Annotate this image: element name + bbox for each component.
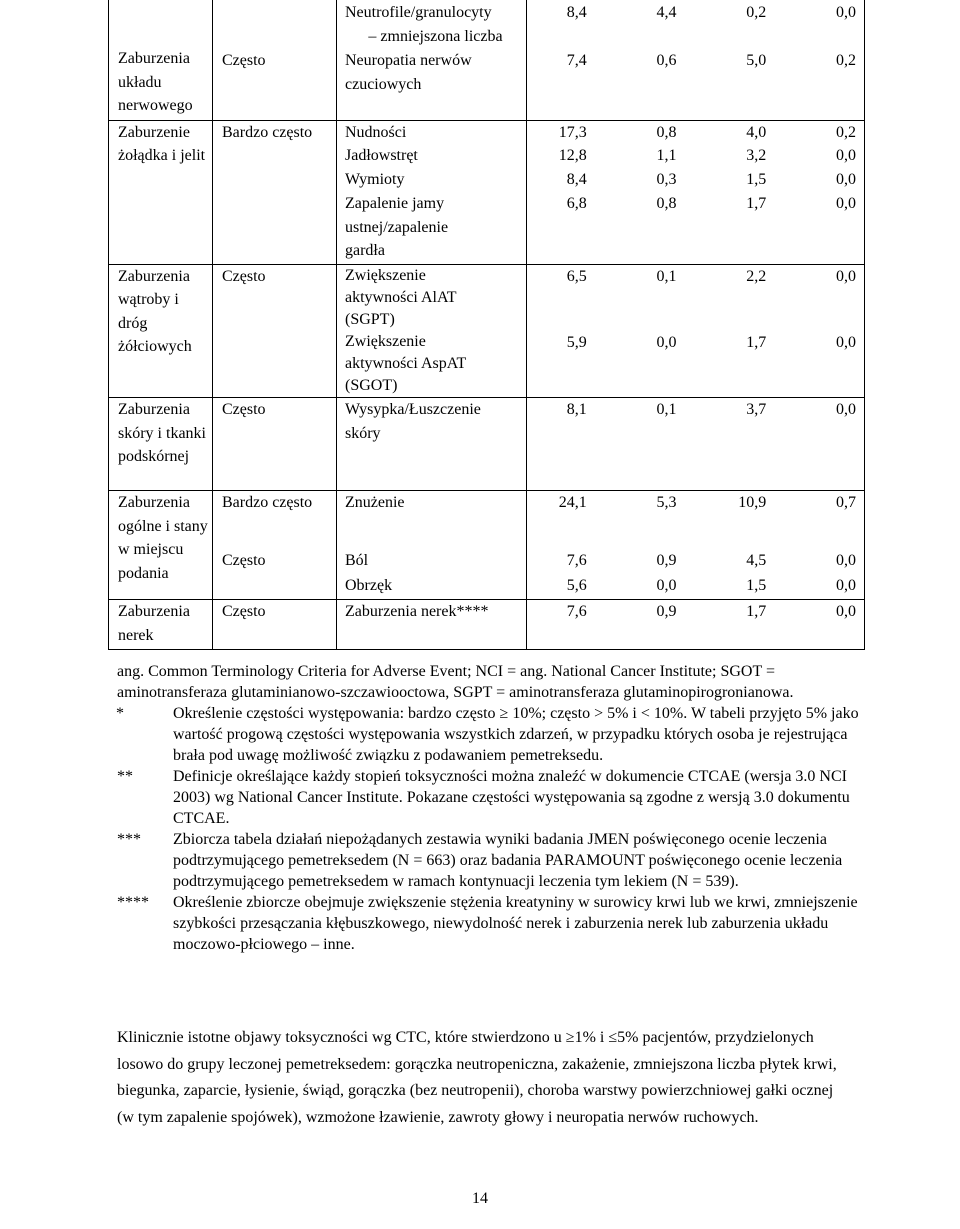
freq-label: Często <box>222 603 266 620</box>
footnote-mark: *** <box>117 831 141 848</box>
value-all-grades: 8,4 <box>566 4 587 21</box>
value-placebo: 4,4 <box>656 4 677 21</box>
value-grade34: 5,0 <box>746 52 767 69</box>
value-row <box>527 491 856 515</box>
value-grade34-placebo: 0,0 <box>836 267 856 285</box>
greater-equal-sign: ≥ <box>499 705 509 722</box>
value-row <box>527 0 856 25</box>
value-placebo: 0,1 <box>656 267 677 285</box>
value-placebo: 0,3 <box>656 171 677 188</box>
freq-label: Bardzo często <box>222 494 313 511</box>
term-label: Wysypka/Łuszczenie skóry <box>345 401 481 442</box>
freq-cell <box>213 120 337 264</box>
value-row <box>527 549 856 573</box>
value-grade34: 1,7 <box>746 603 767 620</box>
values-cell <box>527 264 865 331</box>
freq-cell <box>213 398 337 491</box>
abbrev-footnote: ang. Common Terminology Criteria for Adverse Event; NCI = ang. National Cancer Institute; SGOT = aminotransferaza glutaminianowo-szczawiooctowa, SGPT = aminotransferaza glutaminopirogronianowa. <box>117 663 794 701</box>
soc-cell-skin <box>109 398 213 491</box>
soc-cell-nervous <box>109 0 213 120</box>
value-all-grades: 8,4 <box>566 171 587 188</box>
footnotes <box>117 661 877 955</box>
soc-cell-renal <box>109 600 213 650</box>
table-row <box>109 120 865 144</box>
value-row <box>527 331 856 355</box>
values-cell <box>527 574 865 600</box>
value-row <box>527 144 856 168</box>
value-row <box>527 48 856 73</box>
value-grade34-placebo: 0,7 <box>836 494 856 511</box>
term-cell <box>337 331 527 398</box>
value-row <box>527 168 856 192</box>
footnote-text: 10%; często > 5% i < 10%. W tabeli przyjęto 5% jako wartość progową częstości występowania wszystkich zdarzeń, w przypadku których osoba je rejestrująca brała pod uwagę możliwość związku z podawaniem pemetreksedu. <box>173 705 859 764</box>
values-cell <box>527 491 865 549</box>
value-placebo: 0,6 <box>656 52 677 69</box>
freq-label: Często <box>222 267 266 285</box>
value-row <box>527 398 856 422</box>
term-label: Zwiększenie aktywności AlAT (SGPT) <box>345 266 457 328</box>
table-row <box>109 0 865 48</box>
value-all-grades: 17,3 <box>558 123 587 141</box>
term-label: Neuropatia nerwów czuciowych <box>345 52 472 93</box>
footnote-text: Zbiorcza tabela działań niepożądanych zestawia wyniki badania JMEN poświęconego ocenie leczenia podtrzymującego pemetreksedem (N = 663) oraz badania PARAMOUNT poświęconego ocenie leczenia podtrzymującego pemetreksedem w ramach kontynuacji leczenia tym lekiem (N = 539). <box>173 831 843 890</box>
term-label: Zapalenie jamy ustnej/zapalenie gardła <box>345 195 449 259</box>
footnote-1 <box>117 703 877 766</box>
value-placebo: 5,3 <box>656 494 677 511</box>
value-grade34-placebo: 0,0 <box>836 401 856 418</box>
soc-label: Zaburzenie żołądka i jelit <box>118 123 206 164</box>
values-cell <box>527 192 865 264</box>
table-row <box>109 600 865 650</box>
value-placebo: 0,8 <box>656 123 677 141</box>
value-grade34-placebo: 0,0 <box>836 603 856 620</box>
value-all-grades: 7,6 <box>566 603 587 620</box>
values-cell <box>527 48 865 120</box>
freq-label: Bardzo często <box>222 123 313 141</box>
term-cell <box>337 0 527 48</box>
freq-cell <box>213 264 337 398</box>
value-placebo: 0,0 <box>656 576 677 594</box>
value-all-grades: 24,1 <box>558 494 587 511</box>
value-row <box>527 265 856 289</box>
term-cell <box>337 600 527 650</box>
value-grade34: 1,7 <box>746 195 767 212</box>
value-grade34-placebo: 0,0 <box>836 334 856 351</box>
soc-label: Zaburzenia skóry i tkanki podskórnej <box>118 401 206 465</box>
term-label: Obrzęk <box>345 576 393 594</box>
value-grade34-placebo: 0,2 <box>836 123 856 141</box>
value-grade34-placebo: 0,2 <box>836 52 856 69</box>
term-cell <box>337 144 527 168</box>
table-row <box>109 549 865 574</box>
table-row <box>109 48 865 120</box>
value-all-grades: 7,6 <box>566 551 587 569</box>
soc-label: Zaburzenia ogólne i stany w miejscu podania <box>118 494 208 582</box>
freq-cell <box>213 491 337 549</box>
value-all-grades: 7,4 <box>566 52 587 69</box>
value-grade34-placebo: 0,0 <box>836 551 856 569</box>
soc-cell-gi <box>109 120 213 264</box>
term-cell <box>337 398 527 491</box>
table-row <box>109 491 865 549</box>
value-grade34: 1,7 <box>746 334 767 351</box>
term-label: Zaburzenia nerek**** <box>345 603 489 620</box>
value-grade34: 1,5 <box>746 171 767 188</box>
freq-label: Często <box>222 52 266 69</box>
footnote-mark: ** <box>117 768 133 785</box>
value-grade34: 0,2 <box>746 4 767 21</box>
value-grade34-placebo: 0,0 <box>836 147 856 164</box>
value-row <box>527 192 856 216</box>
table-row <box>109 398 865 491</box>
freq-cell-empty <box>213 0 337 48</box>
values-cell <box>527 600 865 650</box>
value-grade34: 3,7 <box>746 401 767 418</box>
term-cell <box>337 574 527 600</box>
value-grade34: 1,5 <box>746 576 767 594</box>
term-label: Ból <box>345 551 369 569</box>
table-row <box>109 264 865 331</box>
freq-cell <box>213 48 337 120</box>
value-row <box>527 574 856 598</box>
footnote-2 <box>117 766 877 829</box>
value-placebo: 0,8 <box>656 195 677 212</box>
value-all-grades: 6,5 <box>566 267 587 285</box>
values-cell <box>527 120 865 144</box>
term-cell <box>337 549 527 574</box>
soc-label: Zaburzenia układu nerwowego <box>118 50 193 114</box>
value-grade34: 4,0 <box>746 123 767 141</box>
term-label: Zwiększenie aktywności AspAT (SGOT) <box>345 333 467 394</box>
value-all-grades: 8,1 <box>566 401 587 418</box>
adverse-events-table <box>108 0 865 650</box>
term-cell <box>337 192 527 264</box>
term-label: Nudności <box>345 123 407 141</box>
value-all-grades: 6,8 <box>566 195 587 212</box>
value-grade34: 3,2 <box>746 147 767 164</box>
value-placebo: 0,0 <box>656 334 677 351</box>
value-all-grades: 12,8 <box>558 147 587 164</box>
freq-label: Często <box>222 401 266 418</box>
soc-label: Zaburzenia nerek <box>118 603 190 644</box>
term-label: Neutrofile/granulocyty <box>345 4 492 21</box>
value-row <box>527 600 856 624</box>
footnote-4 <box>117 892 877 955</box>
term-cell <box>337 168 527 192</box>
values-cell <box>527 398 865 491</box>
page-number: 14 <box>472 1190 488 1207</box>
summary-paragraph: Klinicznie istotne objawy toksyczności wg CTC, które stwierdzono u ≥1% i ≤5% pacjentów, przydzielonych losowo do grupy leczonej pemetreksedem: gorączka neutropeniczna, zakażenie, zmniejszona liczba płytek krwi, biegunka, zaparcie, łysienie, świąd, gorączka (bez neutropenii), choroba warstwy powierzchniowej gałki ocznej (w tym zapalenie spojówek), wzmożone łzawienie, zawroty głowy i neuropatia nerwów ruchowych. <box>117 1029 837 1126</box>
freq-cell <box>213 600 337 650</box>
value-placebo: 0,1 <box>656 401 677 418</box>
term-label-2: – zmniejszona liczba <box>368 27 503 45</box>
value-grade34: 2,2 <box>746 267 767 285</box>
value-grade34-placebo: 0,0 <box>836 4 856 21</box>
soc-label: Zaburzenia wątroby i dróg żółciowych <box>118 267 192 355</box>
value-grade34-placebo: 0,0 <box>836 576 856 594</box>
footnote-mark: * <box>116 705 124 722</box>
footnote-text: Określenie zbiorcze obejmuje zwiększenie stężenia kreatyniny w surowicy krwi lub we krwi, zmniejszenie szybkości przesączania kłębuszkowego, niewydolność nerek i zaburzenia nerek lub zaburzenia układu moczowo-płciowego – inne. <box>173 894 858 953</box>
values-cell <box>527 144 865 168</box>
value-placebo: 1,1 <box>656 147 677 164</box>
value-grade34: 10,9 <box>738 494 767 511</box>
term-label: Znużenie <box>345 494 405 511</box>
term-cell <box>337 48 527 120</box>
value-all-grades: 5,9 <box>566 334 587 351</box>
value-all-grades: 5,6 <box>566 576 587 594</box>
term-cell <box>337 264 527 331</box>
soc-cell-liver <box>109 264 213 398</box>
values-cell <box>527 168 865 192</box>
values-cell <box>527 0 865 48</box>
value-row <box>527 121 856 145</box>
values-cell <box>527 331 865 398</box>
freq-label: Często <box>222 551 266 569</box>
value-placebo: 0,9 <box>656 551 677 569</box>
footnote-text: Określenie częstości występowania: bardzo często <box>173 705 496 722</box>
value-grade34-placebo: 0,0 <box>836 171 856 188</box>
value-placebo: 0,9 <box>656 603 677 620</box>
footnote-3 <box>117 829 877 892</box>
footnote-text: Definicje określające każdy stopień toksyczności można znaleźć w dokumencie CTCAE (wersja 3.0 NCI 2003) wg National Cancer Institute. Pokazane częstości występowania są zgodne z wersją 3.0 dokumentu CTCAE. <box>173 768 850 827</box>
values-cell <box>527 549 865 574</box>
soc-cell-general <box>109 491 213 600</box>
term-cell <box>337 491 527 549</box>
value-grade34-placebo: 0,0 <box>836 195 856 212</box>
term-cell <box>337 120 527 144</box>
term-label: Wymioty <box>345 171 405 188</box>
footnote-mark: **** <box>117 894 149 911</box>
term-label: Jadłowstręt <box>345 147 418 164</box>
value-grade34: 4,5 <box>746 551 767 569</box>
freq-cell <box>213 549 337 600</box>
